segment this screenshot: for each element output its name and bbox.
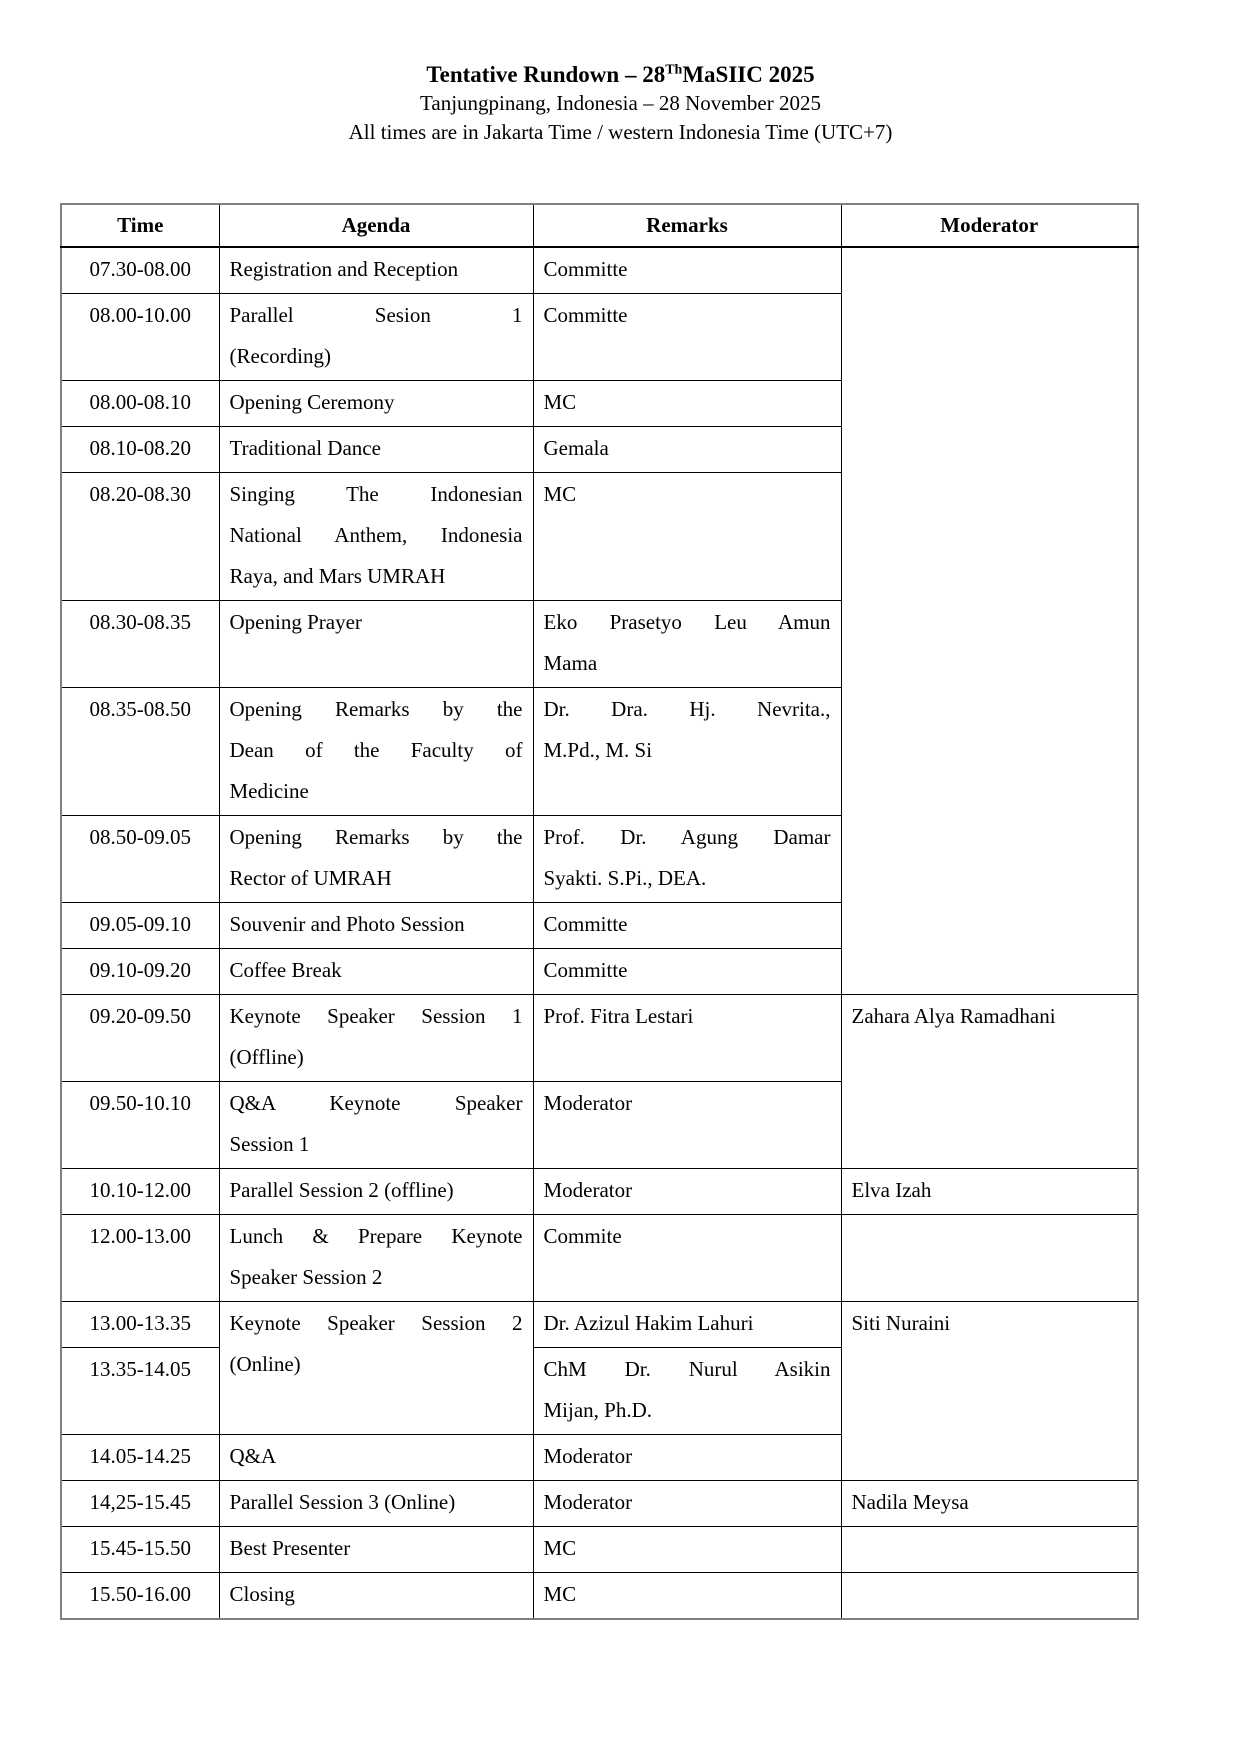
remarks-cell	[533, 1215, 841, 1302]
cell-line: Dr. Azizul Hakim Lahuri	[543, 1311, 754, 1335]
moderator-cell	[841, 1573, 1138, 1620]
cell-line: (Offline)	[229, 1045, 304, 1069]
cell-line: Gemala	[543, 436, 609, 460]
cell-line: 08.00-08.10	[89, 390, 191, 414]
moderator-cell	[841, 1527, 1138, 1573]
remarks-cell	[533, 949, 841, 995]
cell-line: 09.20-09.50	[89, 1004, 191, 1028]
cell-line: 09.50-10.10	[89, 1091, 191, 1115]
cell-line: Opening Prayer	[229, 610, 362, 634]
page-title	[0, 60, 1241, 89]
agenda-cell	[219, 473, 533, 601]
cell-line: Moderator	[543, 1490, 633, 1514]
agenda-cell	[219, 688, 533, 816]
cell-line: Commite	[543, 1224, 622, 1248]
cell-line: 14.05-14.25	[89, 1444, 191, 1468]
cell-line: Dr. Dra. Hj. Nevrita.,	[543, 697, 831, 721]
rundown-table	[60, 203, 1139, 1620]
cell-line: Traditional Dance	[229, 436, 381, 460]
column-header-remarks: Remarks	[533, 204, 841, 247]
cell-line: Syakti. S.Pi., DEA.	[543, 866, 707, 890]
remarks-cell	[533, 995, 841, 1082]
cell-line: Medicine	[229, 779, 309, 803]
agenda-cell	[219, 381, 533, 427]
agenda-cell	[219, 1215, 533, 1302]
cell-line: ChM Dr. Nurul Asikin	[543, 1357, 831, 1381]
column-header-agenda: Agenda	[219, 204, 533, 247]
cell-line: Moderator	[543, 1444, 633, 1468]
remarks-cell	[533, 473, 841, 601]
time-cell	[61, 1082, 219, 1169]
remarks-cell	[533, 688, 841, 816]
agenda-cell	[219, 949, 533, 995]
remarks-cell	[533, 1348, 841, 1435]
cell-line: Souvenir and Photo Session	[229, 912, 465, 936]
table-row	[61, 995, 1138, 1082]
cell-line: MC	[543, 482, 577, 506]
cell-line: Eko Prasetyo Leu Amun	[543, 610, 831, 634]
moderator-cell	[841, 1481, 1138, 1527]
cell-line: Best Presenter	[229, 1536, 351, 1560]
time-cell	[61, 1169, 219, 1215]
cell-line: Zahara Alya Ramadhani	[851, 1004, 1056, 1028]
page-title-suffix: MaSIIC 2025	[682, 62, 815, 87]
page-title-prefix: Tentative Rundown – 28	[426, 62, 666, 87]
remarks-cell	[533, 1527, 841, 1573]
cell-line: Committe	[543, 303, 628, 327]
moderator-cell	[841, 1215, 1138, 1302]
cell-line: Committe	[543, 958, 628, 982]
cell-line: Speaker Session 2	[229, 1265, 383, 1289]
time-cell	[61, 247, 219, 294]
agenda-cell	[219, 1302, 533, 1435]
column-header-time: Time	[61, 204, 219, 247]
cell-line: (Recording)	[229, 344, 331, 368]
remarks-cell	[533, 247, 841, 294]
cell-line: National Anthem, Indonesia	[229, 523, 523, 547]
cell-line: Q&A	[229, 1444, 277, 1468]
moderator-cell	[841, 995, 1138, 1169]
cell-line: 15.45-15.50	[89, 1536, 191, 1560]
cell-line: Parallel Sesion 1	[229, 303, 523, 327]
table-row	[61, 1573, 1138, 1620]
rundown-table-header	[61, 204, 1138, 247]
time-cell	[61, 1348, 219, 1435]
remarks-cell	[533, 1435, 841, 1481]
cell-line: Mijan, Ph.D.	[543, 1398, 653, 1422]
table-row	[61, 1527, 1138, 1573]
cell-line: MC	[543, 1582, 577, 1606]
agenda-cell	[219, 903, 533, 949]
table-row	[61, 1302, 1138, 1348]
cell-line: Registration and Reception	[229, 257, 459, 281]
cell-line: Siti Nuraini	[851, 1311, 951, 1335]
cell-line: 13.35-14.05	[89, 1357, 191, 1381]
cell-line: 09.05-09.10	[89, 912, 191, 936]
time-cell	[61, 1435, 219, 1481]
remarks-cell	[533, 294, 841, 381]
cell-line: 13.00-13.35	[89, 1311, 191, 1335]
page-subtitle: Tanjungpinang, Indonesia – 28 November 2025	[420, 91, 821, 115]
time-cell	[61, 601, 219, 688]
table-row	[61, 247, 1138, 294]
cell-line: 07.30-08.00	[89, 257, 191, 281]
cell-line: Lunch & Prepare Keynote	[229, 1224, 523, 1248]
agenda-cell	[219, 427, 533, 473]
time-cell	[61, 903, 219, 949]
remarks-cell	[533, 1481, 841, 1527]
agenda-cell	[219, 1435, 533, 1481]
time-cell	[61, 1302, 219, 1348]
agenda-cell	[219, 1481, 533, 1527]
cell-line: Closing	[229, 1582, 295, 1606]
cell-line: Raya, and Mars UMRAH	[229, 564, 446, 588]
cell-line: Elva Izah	[851, 1178, 932, 1202]
time-cell	[61, 1215, 219, 1302]
cell-line: Keynote Speaker Session 1	[229, 1004, 523, 1028]
cell-line: Prof. Dr. Agung Damar	[543, 825, 831, 849]
cell-line: M.Pd., M. Si	[543, 738, 653, 762]
cell-line: 12.00-13.00	[89, 1224, 191, 1248]
time-cell	[61, 949, 219, 995]
remarks-cell	[533, 1082, 841, 1169]
cell-line: Singing The Indonesian	[229, 482, 523, 506]
cell-line: 15.50-16.00	[89, 1582, 191, 1606]
agenda-cell	[219, 1082, 533, 1169]
cell-line: Session 1	[229, 1132, 310, 1156]
timezone-note: All times are in Jakarta Time / western Indonesia Time (UTC+7)	[348, 120, 893, 144]
cell-line: Moderator	[543, 1091, 633, 1115]
page-title-superscript: Th	[665, 62, 683, 78]
remarks-cell	[533, 903, 841, 949]
agenda-cell	[219, 1169, 533, 1215]
cell-line: Coffee Break	[229, 958, 342, 982]
remarks-cell	[533, 1169, 841, 1215]
time-cell	[61, 816, 219, 903]
time-cell	[61, 1573, 219, 1620]
agenda-cell	[219, 1573, 533, 1620]
cell-line: 08.30-08.35	[89, 610, 191, 634]
cell-line: Committe	[543, 912, 628, 936]
cell-line: Keynote Speaker Session 2	[229, 1311, 523, 1335]
cell-line: Rector of UMRAH	[229, 866, 392, 890]
remarks-cell	[533, 381, 841, 427]
cell-line: 08.20-08.30	[89, 482, 191, 506]
moderator-cell	[841, 1169, 1138, 1215]
cell-line: 10.10-12.00	[89, 1178, 191, 1202]
cell-line: Opening Remarks by the	[229, 697, 523, 721]
cell-line: Mama	[543, 651, 598, 675]
cell-line: 08.50-09.05	[89, 825, 191, 849]
cell-line: MC	[543, 390, 577, 414]
agenda-cell	[219, 1527, 533, 1573]
header-row	[61, 204, 1138, 247]
table-row	[61, 1169, 1138, 1215]
time-cell	[61, 995, 219, 1082]
remarks-cell	[533, 1302, 841, 1348]
remarks-cell	[533, 816, 841, 903]
cell-line: Q&A Keynote Speaker	[229, 1091, 523, 1115]
cell-line: 08.00-10.00	[89, 303, 191, 327]
agenda-cell	[219, 601, 533, 688]
cell-line: Parallel Session 3 (Online)	[229, 1490, 456, 1514]
remarks-cell	[533, 1573, 841, 1620]
remarks-cell	[533, 601, 841, 688]
table-row	[61, 1215, 1138, 1302]
time-cell	[61, 473, 219, 601]
cell-line: Parallel Session 2 (offline)	[229, 1178, 454, 1202]
cell-line: 09.10-09.20	[89, 958, 191, 982]
document-header	[0, 60, 1241, 147]
agenda-cell	[219, 816, 533, 903]
agenda-cell	[219, 294, 533, 381]
rundown-table-body	[61, 247, 1138, 1619]
agenda-cell	[219, 247, 533, 294]
cell-line: Moderator	[543, 1178, 633, 1202]
table-row	[61, 1481, 1138, 1527]
cell-line: 08.10-08.20	[89, 436, 191, 460]
cell-line: Committe	[543, 257, 628, 281]
moderator-cell	[841, 247, 1138, 995]
column-header-moderator: Moderator	[841, 204, 1138, 247]
time-cell	[61, 427, 219, 473]
time-cell	[61, 1527, 219, 1573]
time-cell	[61, 294, 219, 381]
cell-line: 14,25-15.45	[89, 1490, 191, 1514]
time-cell	[61, 381, 219, 427]
moderator-cell	[841, 1302, 1138, 1481]
cell-line: 08.35-08.50	[89, 697, 191, 721]
cell-line: MC	[543, 1536, 577, 1560]
cell-line: Opening Ceremony	[229, 390, 395, 414]
agenda-cell	[219, 995, 533, 1082]
cell-line: Dean of the Faculty of	[229, 738, 523, 762]
cell-line: (Online)	[229, 1352, 301, 1376]
time-cell	[61, 688, 219, 816]
remarks-cell	[533, 427, 841, 473]
time-cell	[61, 1481, 219, 1527]
cell-line: Opening Remarks by the	[229, 825, 523, 849]
cell-line: Prof. Fitra Lestari	[543, 1004, 694, 1028]
cell-line: Nadila Meysa	[851, 1490, 969, 1514]
